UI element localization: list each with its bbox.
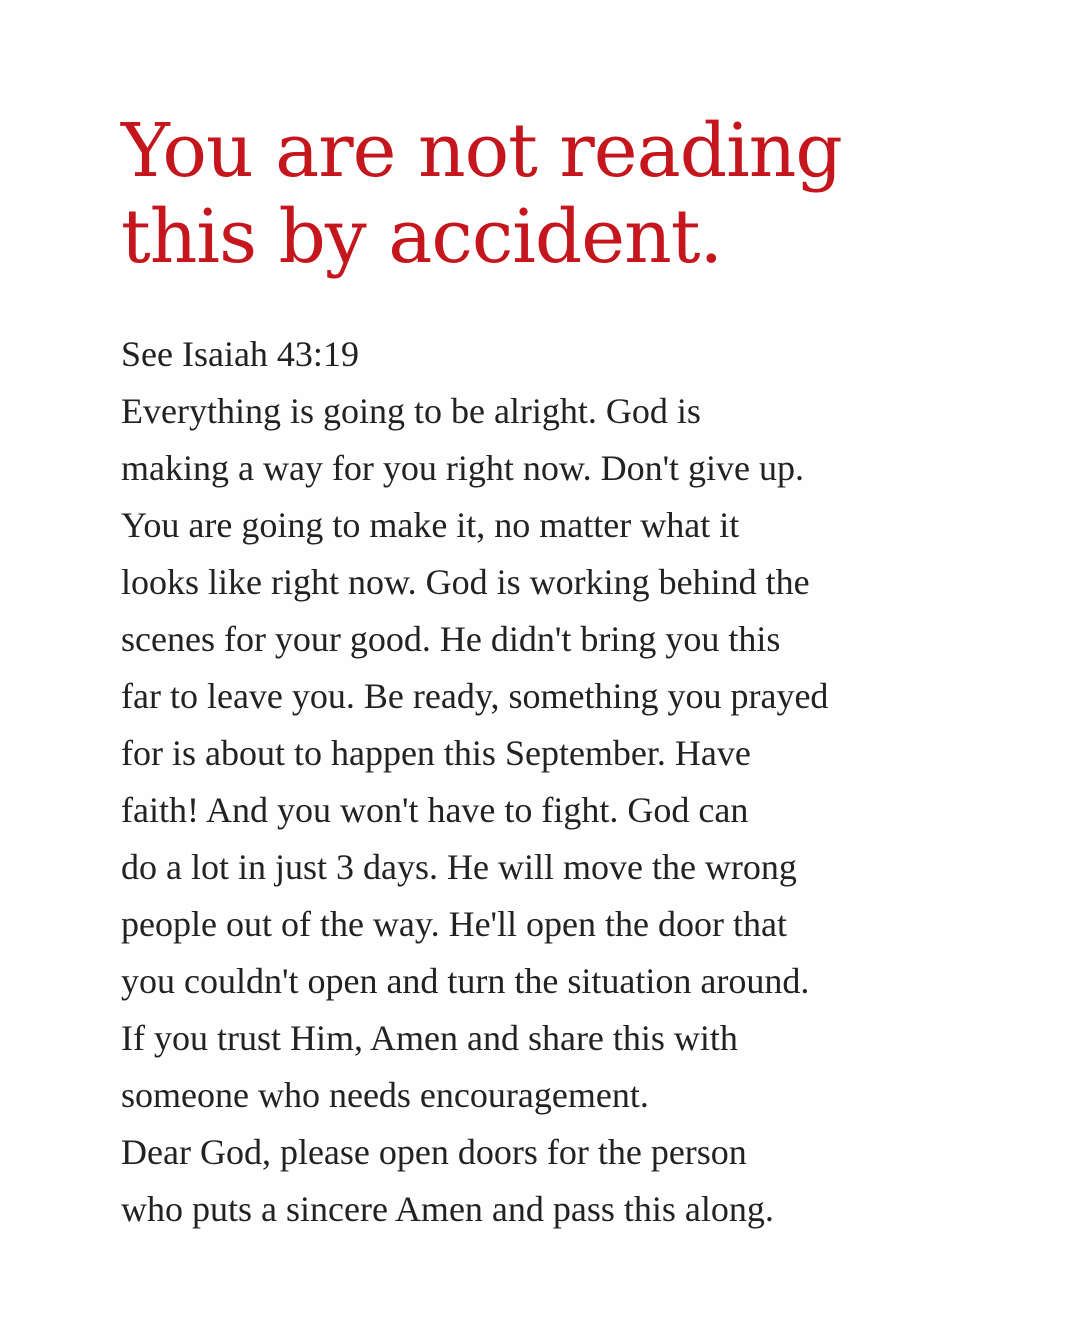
body-line: people out of the way. He'll open the door that — [121, 904, 787, 944]
post-content — [121, 108, 1001, 1238]
body-line: Everything is going to be alright. God is — [121, 391, 701, 431]
body-line: you couldn't open and turn the situation around. — [121, 961, 810, 1001]
body-line: looks like right now. God is working behind the — [121, 562, 810, 602]
body-line: someone who needs encouragement. — [121, 1075, 649, 1115]
scripture-reference: See Isaiah 43:19 — [121, 334, 359, 374]
headline-line-2: this by accident. — [121, 194, 723, 280]
headline — [121, 108, 1001, 280]
body-line: You are going to make it, no matter what it — [121, 505, 740, 545]
body-line: do a lot in just 3 days. He will move the wrong — [121, 847, 797, 887]
headline-line-1: You are not reading — [121, 108, 842, 194]
body-line: scenes for your good. He didn't bring you this — [121, 619, 781, 659]
prayer-line: who puts a sincere Amen and pass this along. — [121, 1189, 774, 1229]
prayer-line: Dear God, please open doors for the person — [121, 1132, 747, 1172]
body-line: faith! And you won't have to fight. God can — [121, 790, 749, 830]
message-body — [121, 326, 1001, 1238]
body-line: If you trust Him, Amen and share this with — [121, 1018, 738, 1058]
body-line: for is about to happen this September. Have — [121, 733, 751, 773]
body-line: far to leave you. Be ready, something you prayed — [121, 676, 829, 716]
body-line: making a way for you right now. Don't give up. — [121, 448, 805, 488]
